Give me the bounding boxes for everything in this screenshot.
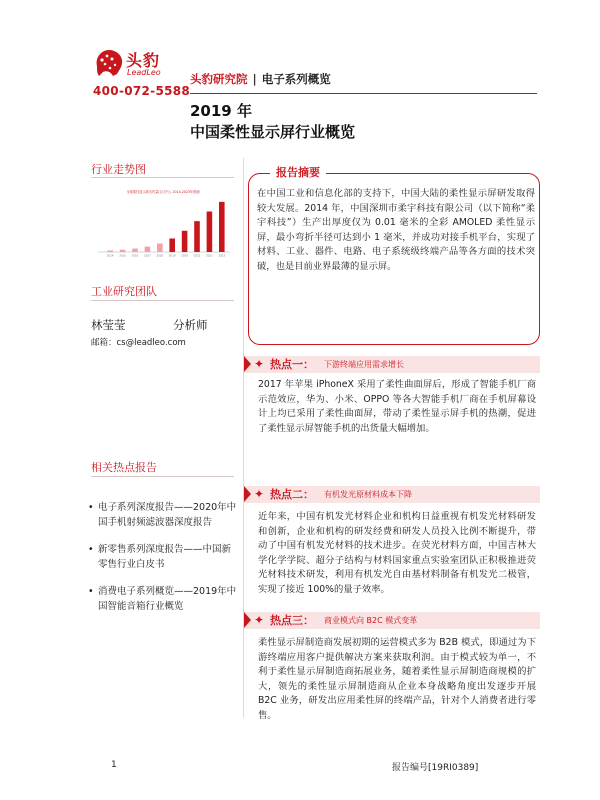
star-icon: ✦ <box>254 357 265 371</box>
leadleo-logo <box>93 46 175 82</box>
hotline-phone: 400-072-5588 <box>93 84 191 98</box>
trend-chart-bar <box>157 244 163 252</box>
hotpoint-3-title: 热点三： <box>270 614 314 627</box>
trend-chart-tick-label: 2021 <box>193 254 201 258</box>
hot-reports-section-rule <box>91 476 234 477</box>
trend-chart-tick-label: 2022 <box>206 254 213 258</box>
hotpoint-3-text: 柔性显示屏制造商发展初期的运营模式多为 B2B 模式，即通过为下游终端应用客户提供解决方案来获取利润。由于模式较为单一，不利于柔性显示屏制造商拓展业务，随着柔性显示屏制造商规模的扩大，领先的柔性显示屏制造商从企业本身战略角度出发逐步开展 B2C 业务，研发出应用柔性屏的终端产品，针对个人消费者进行零售。 <box>258 637 536 721</box>
hotpoint-3-header <box>244 612 540 629</box>
trend-chart-tick-label: 2018 <box>156 254 164 258</box>
hotpoint-1-title: 热点一： <box>270 358 314 371</box>
logo-chinese-name: 头豹 <box>126 51 161 70</box>
star-icon: ✦ <box>254 487 265 501</box>
summary-text: 在中国工业和信息化部的支持下，中国大陆的柔性显示屏研发取得较大发展。2014 年，中国深圳市柔宇科技有限公司（以下简称“柔宇科技”）生产出厚度仅为 0.01 毫米的全彩 AMOLED 柔性显示屏，最小弯折半径可达到小 1 毫米，并成功对接手机平台，实现了材料、工业、器件、电路、电子系统级终端产品等各方面的技术突破，也是目前业界最薄的显示屏。 <box>257 188 535 272</box>
analyst-name: 林莹莹 <box>91 318 126 332</box>
hot-reports-list <box>88 500 238 626</box>
page-number: 1 <box>111 760 117 770</box>
trend-chart-bar <box>182 231 188 252</box>
hotpoint-1-text: 2017 年苹果 iPhoneX 采用了柔性曲面屏后，形成了智能手机厂商示范效应，华为、小米、OPPO 等各大智能手机厂商在手机屏幕设计上均已采用了柔性曲面屏，带动了柔性显示屏手机的热潮，促进了柔性显示屏智能手机的出货量大幅增加。 <box>258 379 536 434</box>
header-line <box>190 71 490 87</box>
trend-chart-tick-label: 2019 <box>168 254 176 258</box>
institute-name: 头豹研究院 <box>190 72 248 86</box>
trend-chart-tick-label: 2016 <box>131 254 139 258</box>
hotpoint-2-subtitle: 有机发光原材料成本下降 <box>324 490 412 499</box>
trend-chart-bar <box>132 249 138 252</box>
header-divider <box>190 93 537 94</box>
triangle-marker-icon <box>244 486 251 502</box>
hotpoint-3-subtitle: 商业模式向 B2C 模式变革 <box>324 616 418 625</box>
hotpoint-2-title: 热点二： <box>270 488 314 501</box>
trend-section-rule <box>91 177 234 178</box>
team-section-title: 工业研究团队 <box>91 285 157 298</box>
trend-chart-bar <box>219 202 225 252</box>
trend-chart-tick-label: 2015 <box>119 254 126 258</box>
hot-report-item[interactable]: • 消费电子系列概览——2019年中国智能音箱行业概览 <box>88 584 238 614</box>
industry-trend-chart <box>92 188 234 258</box>
trend-chart-tick-label: 2017 <box>144 254 151 258</box>
series-name: 电子系列概览 <box>261 72 331 86</box>
analyst-email: 邮箱：cs@leadleo.com <box>91 338 186 348</box>
star-icon: ✦ <box>254 613 265 627</box>
trend-chart-tick-label: 2020 <box>181 254 188 258</box>
report-title: 中国柔性显示屏行业概览 <box>190 123 356 141</box>
hotpoint-1-subtitle: 下游终端应用需求增长 <box>324 360 404 369</box>
triangle-marker-icon <box>244 356 251 372</box>
trend-chart-bar <box>194 221 200 252</box>
trend-section-title: 行业走势图 <box>91 163 146 176</box>
leopard-logo-icon <box>93 46 125 80</box>
report-year: 2019 年 <box>190 102 252 120</box>
triangle-marker-icon <box>244 612 251 628</box>
hotpoint-1-header <box>244 356 540 373</box>
trend-chart-bar <box>107 250 113 252</box>
hotpoint-2-header <box>244 486 540 503</box>
summary-label: 报告摘要 <box>270 164 326 180</box>
logo-english-name: LeadLeo <box>127 68 161 77</box>
analyst-role: 分析师 <box>173 318 208 332</box>
hot-report-item[interactable]: • 新零售系列深度报告——中国新零售行业白皮书 <box>88 542 238 572</box>
trend-chart-bar <box>145 247 151 252</box>
column-divider <box>243 158 244 718</box>
trend-chart-tick-label: 2014 <box>106 254 114 258</box>
trend-chart-bar <box>207 212 213 253</box>
trend-chart-title: 全球柔性显示屏出货量(百万片), 2014-2023年预测 <box>126 190 200 194</box>
trend-chart-tick-label: 2023 <box>218 254 226 258</box>
hotpoint-2-text: 近年来，中国有机发光材料企业和机构日益重视有机发光材料研发和创新，企业和机构的研发经费和研发人员投入比例不断提升，带动了中国有机发光材料的技术进步。在荧光材料方面，中国吉林大学化学学院、超分子结构与材料国家重点实验室团队正积极推进荧光材料技术研发，利用有机发光自由基材料制备有机发光二极管，实现了接近 100%的量子效率。 <box>258 511 536 595</box>
trend-chart-bar <box>169 239 175 253</box>
team-section-rule <box>91 300 234 301</box>
trend-chart-bar <box>120 250 126 252</box>
hot-reports-section-title: 相关热点报告 <box>91 461 157 474</box>
report-number: 报告编号[19RI0389] <box>392 763 479 773</box>
header-separator: | <box>252 72 257 86</box>
hot-report-item[interactable]: • 电子系列深度报告——2020年中国手机射频滤波器深度报告 <box>88 500 238 530</box>
